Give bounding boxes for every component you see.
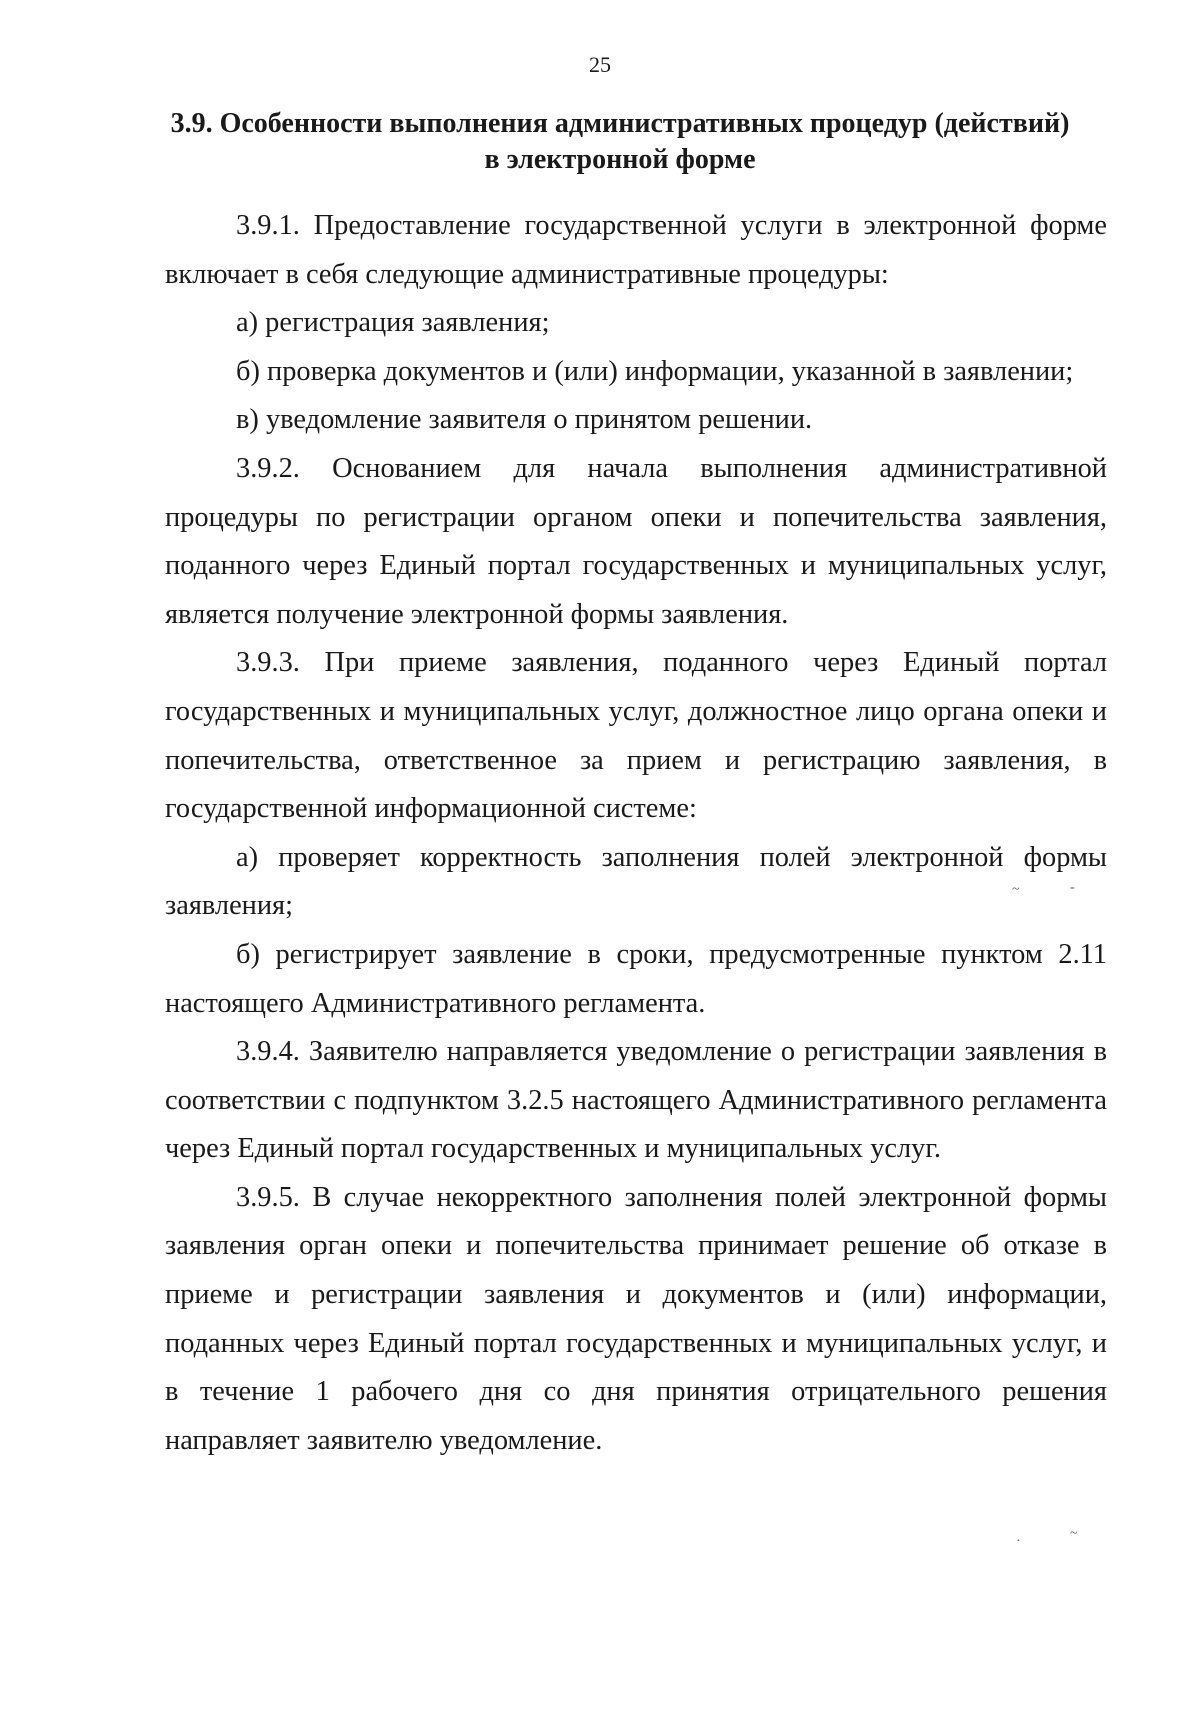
scan-mark-1: ~: [1012, 882, 1020, 897]
paragraph-3-9-2: 3.9.2. Основанием для начала выполнения административной процедуры по регистрации органом опеки и попечительства заявления, поданного через Единый портал государственных и муниципальных услуг, является получение электронной формы заявления.: [165, 452, 1107, 630]
section-title-line-2: в электронной форме: [484, 144, 756, 175]
list-item-c: в) уведомление заявителя о принятом решении.: [236, 404, 813, 436]
paragraph-3-9-3: 3.9.3. При приеме заявления, поданного через Единый портал государственных и муниципальных услуг, должностное лицо органа опеки и попечительства, ответственное за прием и регистрацию заявления, в государственной информационной системе:: [165, 647, 1107, 825]
list-item-b-register: б) регистрирует заявление в сроки, предусмотренные пунктом 2.11 настоящего Административного регламента.: [165, 938, 1107, 1019]
section-title: [150, 106, 1090, 178]
scan-mark-4: ~: [1070, 1526, 1078, 1541]
scan-mark-3: ·: [1016, 1534, 1021, 1549]
list-item-a-check: а) проверяет корректность заполнения полей электронной формы заявления;: [165, 841, 1107, 922]
paragraph-3-9-5: 3.9.5. В случае некорректного заполнения полей электронной формы заявления орган опеки и попечительства принимает решение об отказе в приеме и регистрации заявления и документов и (или) информации, поданных через Единый портал государственных и муниципальных услуг, и в течение 1 рабочего дня со дня принятия отрицательного решения направляет заявителю уведомление.: [165, 1181, 1107, 1456]
list-item-b: б) проверка документов и (или) информации, указанной в заявлении;: [236, 355, 1074, 387]
page-number: 25: [589, 52, 611, 77]
paragraph-3-9-1: 3.9.1. Предоставление государственной услуги в электронной форме включает в себя следующие административные процедуры:: [165, 210, 1107, 290]
paragraph-3-9-4: 3.9.4. Заявителю направляется уведомление о регистрации заявления в соответствии с подпунктом 3.2.5 настоящего Административного регламента через Единый портал государственных и муниципальных услуг.: [165, 1036, 1107, 1165]
document-body: [165, 202, 1107, 1465]
scan-mark-2: -: [1070, 880, 1075, 895]
list-item-a: а) регистрация заявления;: [236, 307, 550, 339]
section-title-line-1: 3.9. Особенности выполнения административных процедур (действий): [170, 108, 1070, 139]
